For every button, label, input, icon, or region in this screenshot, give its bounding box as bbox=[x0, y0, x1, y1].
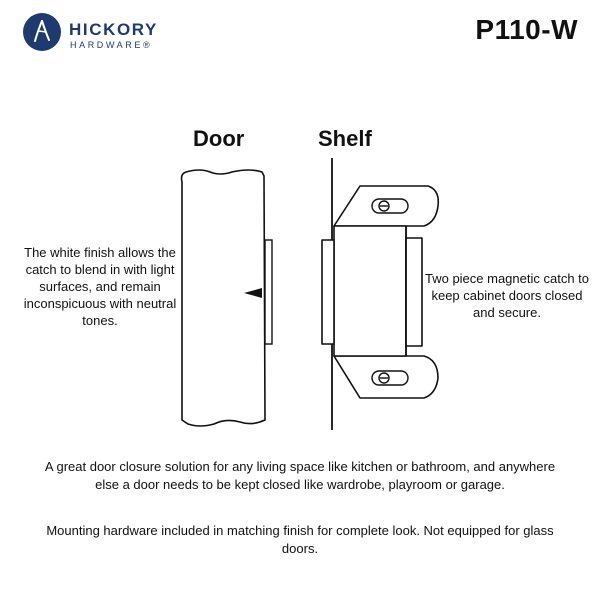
lower-slot-screw bbox=[372, 371, 408, 385]
door-label: Door bbox=[193, 126, 245, 151]
shelf-label: Shelf bbox=[318, 126, 372, 151]
brand-subtitle: HARDWARE® bbox=[70, 40, 153, 50]
strike-plate bbox=[265, 240, 272, 344]
model-number: P110-W bbox=[475, 14, 578, 45]
door-panel bbox=[182, 170, 266, 426]
brand-name: HICKORY bbox=[69, 20, 158, 39]
description-paragraph-2: Mounting hardware included in matching finish for complete look. Not equipped for glass doors. bbox=[46, 523, 554, 556]
description-paragraph-1: A great door closure solution for any living space like kitchen or bathroom, and anywhere else a door needs to be kept closed like wardrobe, playroom or garage. bbox=[44, 459, 556, 492]
magnetic-catch bbox=[322, 186, 438, 398]
finish-note: The white finish allows the catch to blend in with light surfaces, and remain inconspicuous with neutral tones. bbox=[23, 245, 177, 328]
catch-note: Two piece magnetic catch to keep cabinet doors closed and secure. bbox=[424, 271, 590, 320]
upper-slot-screw bbox=[372, 199, 408, 213]
